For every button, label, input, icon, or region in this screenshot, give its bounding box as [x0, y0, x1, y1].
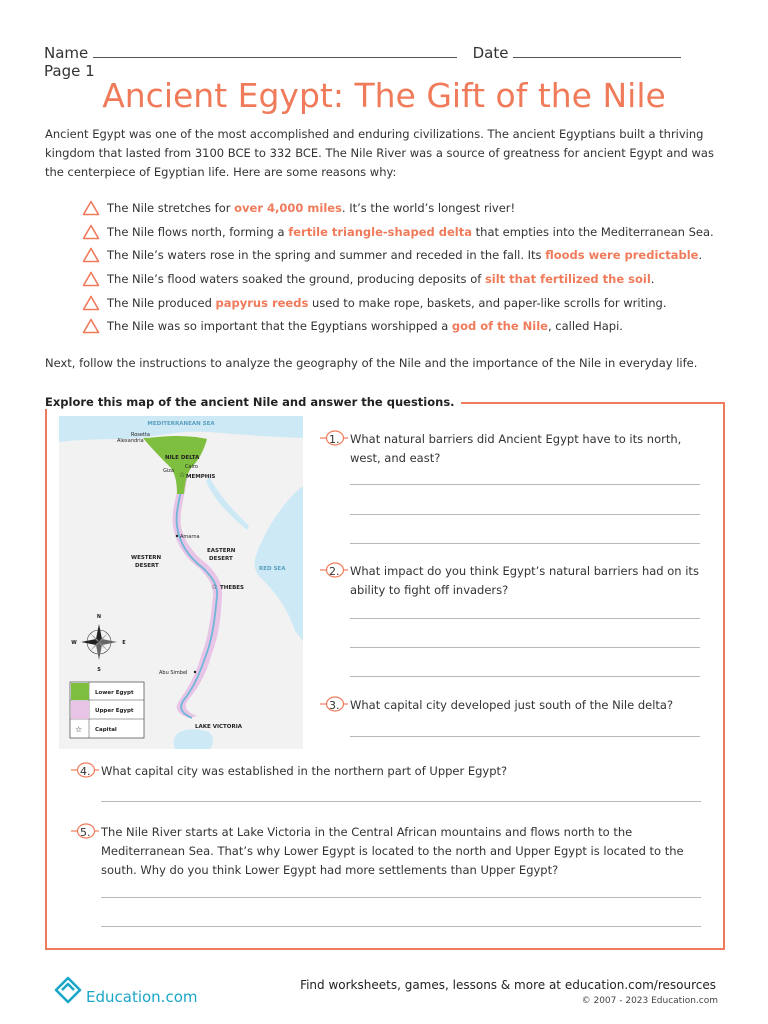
legend-swatch-upper — [71, 701, 89, 719]
question-4: 4. What capital city was established in the northern part of Upper Egypt? — [101, 762, 711, 781]
answer-line[interactable] — [101, 897, 701, 898]
svg-text:DESERT: DESERT — [209, 556, 233, 562]
answer-line[interactable] — [350, 543, 700, 544]
answer-line[interactable] — [350, 676, 700, 677]
map-label-lake-victoria: LAKE VICTORIA — [195, 724, 242, 730]
legend-star-icon: ☆ — [75, 725, 83, 734]
triangle-bullet-icon — [82, 247, 100, 263]
map-legend — [70, 682, 144, 738]
map-section-title: Explore this map of the ancient Nile and answer the questions. — [45, 395, 461, 409]
svg-text:E: E — [122, 640, 126, 646]
svg-text:DESERT: DESERT — [135, 563, 159, 569]
map-label-red-sea: RED SEA — [259, 566, 286, 572]
svg-text:Lower Egypt: Lower Egypt — [95, 690, 134, 696]
answer-line[interactable] — [350, 647, 700, 648]
education-logo-icon — [52, 972, 86, 1004]
answer-line[interactable] — [350, 484, 700, 485]
map-label-sea: MEDITERRANEAN SEA — [147, 421, 215, 427]
list-item: The Nile was so important that the Egyptians worshipped a god of the Nile, called Hapi. — [82, 317, 742, 341]
page-number: Page 1 — [44, 62, 95, 80]
question-5: 5. The Nile River starts at Lake Victoria in the Central African mountains and flows north to the Mediterranean Sea. That’s why Lower Egypt is located to the north and Upper Egypt is located to the south. Why do you think Lower Egypt had more settlements than Upper Egypt? — [101, 823, 701, 880]
question-1: 1. What natural barriers did Ancient Egypt have to its north, west, and east? — [350, 430, 710, 468]
resources-link[interactable]: Find worksheets, games, lessons & more at education.com/resources — [300, 978, 716, 992]
highlight-text: silt that fertilized the soil — [484, 272, 651, 287]
highlight-text: papyrus reeds — [215, 295, 309, 310]
name-label: Name — [44, 44, 89, 62]
map-label-thebes: THEBES — [220, 585, 245, 591]
highlight-text: god of the Nile — [451, 319, 548, 334]
map-label-alexandria: Alexandria — [117, 438, 144, 444]
answer-line[interactable] — [101, 926, 701, 927]
list-item: The Nile’s waters rose in the spring and summer and receded in the fall. Its floods were predictable. — [82, 246, 742, 270]
answer-line[interactable] — [350, 514, 700, 515]
svg-text:N: N — [96, 614, 102, 620]
highlight-text: floods were predictable — [545, 248, 699, 263]
svg-text:S: S — [97, 667, 101, 673]
question-3: 3. What capital city developed just south of the Nile delta? — [350, 696, 710, 715]
capital-star-icon: ☆ — [179, 471, 186, 479]
map-label-amarna: Amarna — [180, 534, 200, 540]
next-instructions: Next, follow the instructions to analyze the geography of the Nile and the importance of the Nile in everyday life. — [45, 356, 698, 370]
list-item: The Nile produced papyrus reeds used to make rope, baskets, and paper-like scrolls for writing. — [82, 294, 742, 318]
reasons-list — [82, 199, 742, 341]
page-title: Ancient Egypt: The Gift of the Nile — [102, 76, 666, 115]
worksheet-header — [44, 44, 724, 80]
question-2: 2. What impact do you think Egypt’s natural barriers had on its ability to fight off invaders? — [350, 562, 710, 600]
map-label-giza: Giza — [163, 468, 174, 474]
highlight-text: over 4,000 miles — [234, 201, 342, 215]
nile-map — [59, 416, 303, 749]
education-logo-text[interactable]: Education.com — [86, 988, 198, 1006]
answer-line[interactable] — [350, 618, 700, 619]
svg-text:Capital: Capital — [95, 727, 117, 733]
intro-paragraph: Ancient Egypt was one of the most accomplished and enduring civilizations. The ancient Egyptians built a thriving kingdom that lasted from 3100 BCE to 332 BCE. The Nile River was a source of greatness for ancient Egypt and was the centerpiece of Egyptian life. Here are some reasons why: — [45, 127, 714, 179]
triangle-bullet-icon — [82, 224, 100, 240]
triangle-bullet-icon — [82, 200, 100, 216]
answer-line[interactable] — [101, 801, 701, 802]
map-label-abu-simbel: Abu Simbel — [159, 670, 188, 676]
capital-star-icon: ☆ — [211, 583, 218, 591]
svg-text:W: W — [71, 640, 77, 646]
name-field[interactable] — [93, 44, 457, 58]
map-label-eastern-desert: EASTERN — [207, 548, 236, 554]
list-item: The Nile’s flood waters soaked the ground, producing deposits of silt that fertilized the soil. — [82, 270, 742, 294]
highlight-text: fertile triangle-shaped delta — [288, 224, 472, 239]
answer-line[interactable] — [350, 736, 700, 737]
list-item: The Nile flows north, forming a fertile triangle-shaped delta that empties into the Mediterranean Sea. — [82, 223, 742, 247]
map-label-western-desert: WESTERN — [131, 555, 162, 561]
svg-text:Upper Egypt: Upper Egypt — [95, 708, 134, 714]
date-field[interactable] — [513, 44, 681, 58]
map-label-rosetta: Rosetta — [131, 432, 150, 438]
map-label-memphis: MEMPHIS — [186, 474, 216, 480]
legend-swatch-lower — [71, 683, 89, 700]
triangle-bullet-icon — [82, 295, 100, 311]
map-label-nile-delta: NILE DELTA — [165, 455, 200, 461]
list-item: The Nile stretches for over 4,000 miles. It’s the world’s longest river! — [82, 199, 742, 223]
triangle-bullet-icon — [82, 318, 100, 334]
triangle-bullet-icon — [82, 271, 100, 287]
map-label-cairo: Cairo — [185, 464, 198, 470]
copyright-text: © 2007 - 2023 Education.com — [581, 996, 718, 1006]
date-label: Date — [472, 44, 509, 62]
